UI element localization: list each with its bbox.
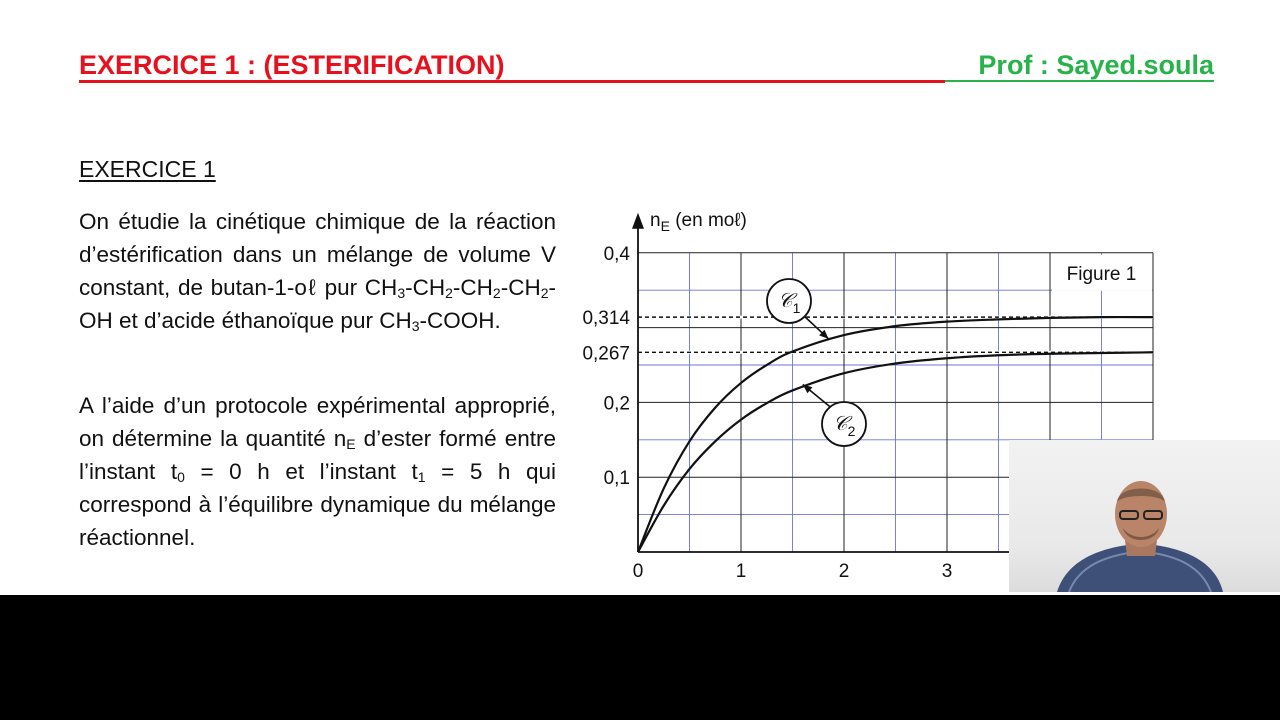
presenter-image [1009, 440, 1280, 592]
y-tick-label: 0,1 [603, 468, 630, 490]
x-tick-label: 2 [838, 561, 850, 582]
video-letterbox [0, 595, 1280, 720]
header [79, 48, 1214, 84]
x-tick-label: 1 [735, 561, 747, 582]
section-heading: EXERCICE 1 [79, 156, 216, 182]
series-label-c1: 𝒞$_1$ [778, 288, 801, 316]
title-underline [79, 80, 945, 83]
y-tick-label: 0,314 [582, 308, 630, 330]
x-tick-label: 3 [941, 561, 953, 582]
figure-label: Figure 1 [1066, 263, 1137, 285]
y-tick-label: 0,267 [582, 343, 630, 365]
page-title: EXERCICE 1 : (ESTERIFICATION) [79, 50, 505, 80]
paragraph-intro: On étudie la cinétique chimique de la réaction d’estérification dans un mélange de volume V constant, de butan-1-oℓ pur $CH_3-CH_2-CH_2-CH_2-OH$ et d’acide éthanoïque pur $CH_3$-COOH. [79, 209, 556, 334]
y-tick-label: 0,2 [603, 393, 630, 415]
y-axis-arrow [632, 213, 644, 229]
x-tick-label: 0 [632, 561, 644, 582]
paragraph-protocol: A l’aide d’un protocole expérimental approprié, on détermine la quantité $n_E$ d’ester formé entre l’instant $t_0 = 0$ h et l’instant $t_1 = 5$ h qui correspond à l’équilibre dynamique du mélange réactionnel. [79, 393, 557, 550]
y-axis-label: $n_E$ (en moℓ) [650, 209, 747, 234]
author-underline [945, 80, 1214, 82]
author-label: Prof : Sayed.soula [978, 50, 1214, 80]
series-label-c2: 𝒞$_2$ [833, 411, 856, 439]
presenter-webcam [1009, 440, 1280, 592]
y-tick-label: 0,4 [603, 243, 630, 265]
